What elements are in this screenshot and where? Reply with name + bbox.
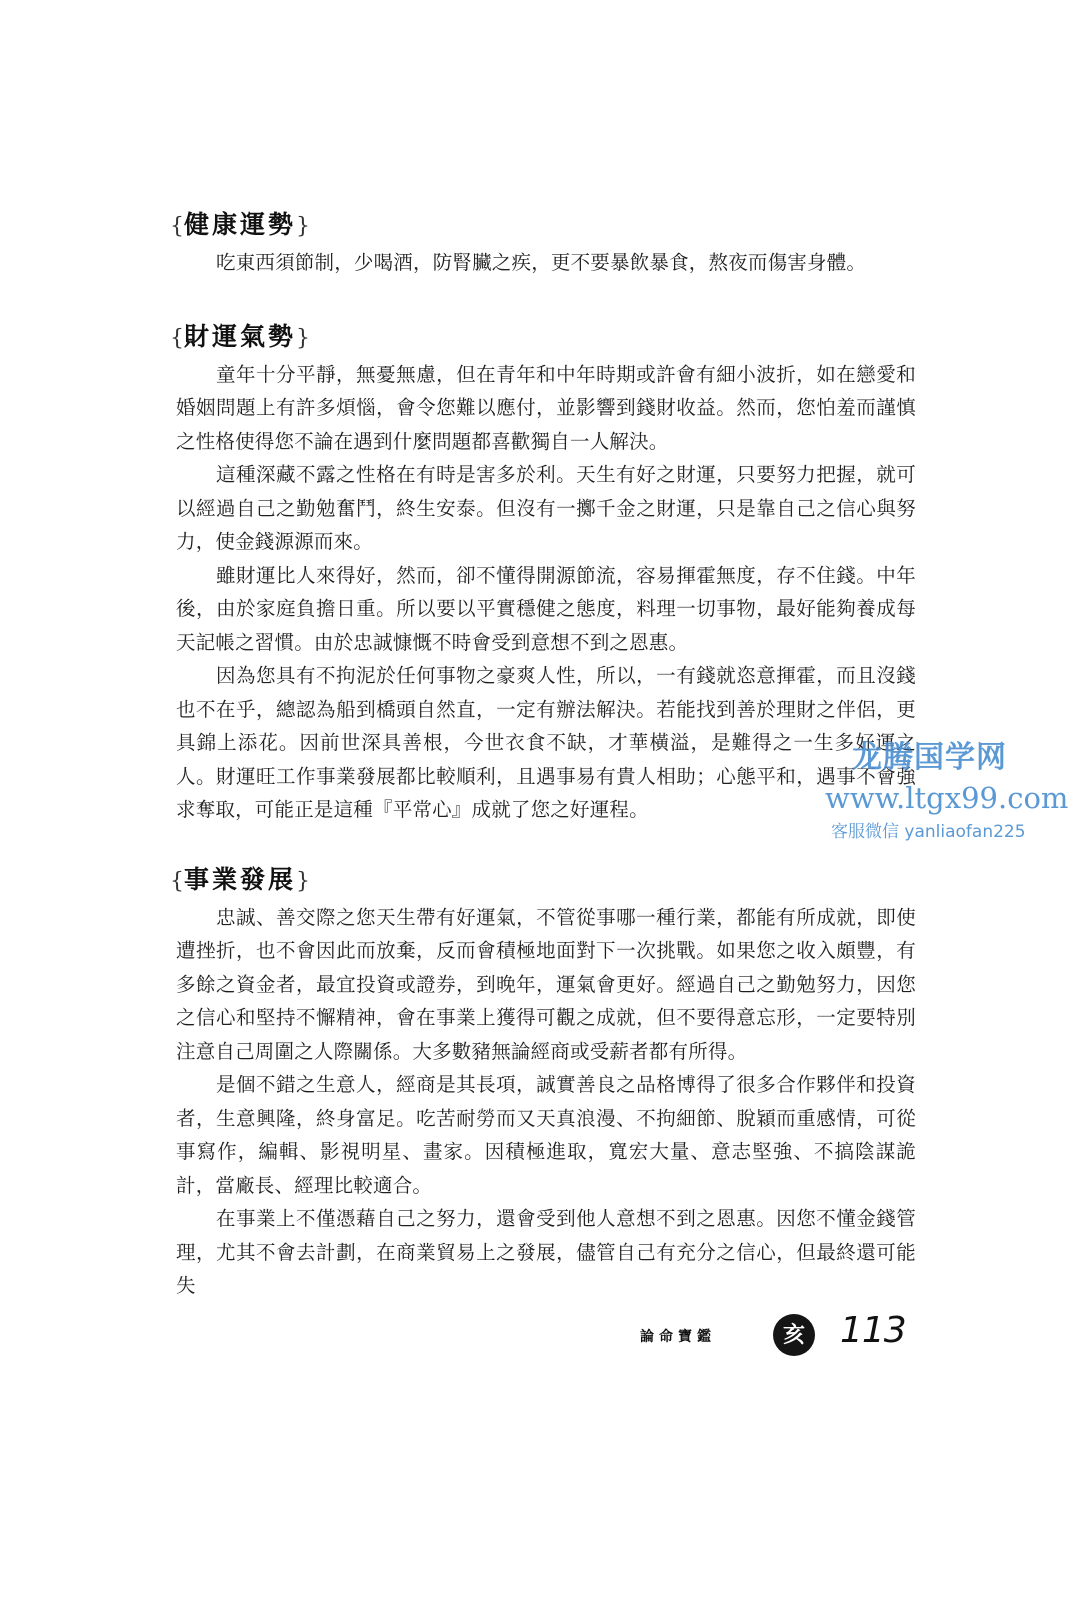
main-text — [170, 208, 916, 1303]
paragraph: 雖財運比人來得好，然而，卻不懂得開源節流，容易揮霍無度，存不住錢。中年後，由於家庭負擔日重。所以要以平實穩健之態度，料理一切事物，最好能夠養成每天記帳之習慣。由於忠誠慷慨不時會受到意想不到之恩惠。 — [176, 563, 916, 654]
brace-open: { — [170, 325, 184, 351]
site-watermark — [825, 738, 1080, 846]
paragraph: 在事業上不僅憑藉自己之努力，還會受到他人意想不到之恩惠。因您不懂金錢管理，尤其不會去計劃，在商業貿易上之發展，儘管自己有充分之信心，但最終還可能失 — [176, 1207, 916, 1297]
heading-text: 財運氣勢 — [184, 321, 297, 351]
brace-open: { — [170, 214, 184, 239]
heading-text: 健康運勢 — [184, 210, 297, 239]
paragraph: 是個不錯之生意人，經商是其長項，誠實善良之品格博得了很多合作夥伴和投資者，生意興隆，終身富足。吃苦耐勞而又天真浪漫、不拘細節、脫穎而重感情，可從事寫作，編輯、影視明星、畫家。因積極進取，寬宏大量、意志堅強、不搞陰謀詭計，當廠長、經理比較適合。 — [176, 1073, 916, 1197]
section-wealth — [170, 320, 916, 827]
paragraph: 吃東西須節制，少喝酒，防腎臟之疾，更不要暴飲暴食，熬夜而傷害身體。 — [216, 251, 867, 274]
watermark-url: www.ltgx99.com — [825, 781, 1069, 815]
brace-close: } — [296, 325, 311, 351]
brace-close: } — [296, 214, 311, 239]
paragraph: 這種深藏不露之性格在有時是害多於利。天生有好之財運，只要努力把握，就可以經過自己之勤勉奮鬥，終生安泰。但沒有一擲千金之財運，只是靠自己之信心與努力，使金錢源源而來。 — [176, 463, 916, 553]
section-career — [170, 863, 916, 1303]
zodiac-seal-icon: 亥 — [773, 1314, 815, 1356]
book-title: 論命寶鑑 — [640, 1329, 716, 1345]
paragraph: 因為您具有不拘泥於任何事物之豪爽人性，所以，一有錢就恣意揮霍，而且沒錢也不在乎，總認為船到橋頭自然直，一定有辦法解決。若能找到善於理財之伴侶，更具錦上添花。因前世深具善根，今世衣食不缺，才華橫溢，是難得之一生多好運之人。財運旺工作事業發展都比較順利，且遇事易有貴人相助；心態平和，遇事不會強求奪取，可能正是這種『平常心』成就了您之好運程。 — [176, 664, 916, 821]
watermark-contact: 客服微信 yanliaofan225 — [831, 822, 1026, 842]
brace-close: } — [296, 868, 311, 894]
brace-open: { — [170, 868, 184, 894]
section-heading — [170, 863, 916, 899]
section-heading — [170, 208, 916, 244]
section-heading — [170, 320, 916, 356]
page-footer — [640, 1312, 940, 1362]
section-health — [170, 208, 916, 280]
page-number: 113 — [840, 1310, 906, 1351]
paragraph: 忠誠、善交際之您天生帶有好運氣，不管從事哪一種行業，都能有所成就，即使遭挫折，也不會因此而放棄，反而會積極地面對下一次挑戰。如果您之收入頗豐，有多餘之資金者，最宜投資或證券，到晚年，運氣會更好。經過自己之勤勉努力，因您之信心和堅持不懈精神，會在事業上獲得可觀之成就，但不要得意忘形，一定要特別注意自己周圍之人際關係。大多數豬無論經商或受薪者都有所得。 — [176, 905, 916, 1063]
paragraph: 童年十分平靜，無憂無慮，但在青年和中年時期或許會有細小波折，如在戀愛和婚姻問題上有許多煩惱，會令您難以應付，並影響到錢財收益。然而，您怕羞而謹慎之性格使得您不論在遇到什麼問題都喜歡獨自一人解決。 — [176, 362, 916, 453]
watermark-site-name: 龙腾国学网 — [852, 740, 1007, 775]
heading-text: 事業發展 — [184, 864, 297, 894]
